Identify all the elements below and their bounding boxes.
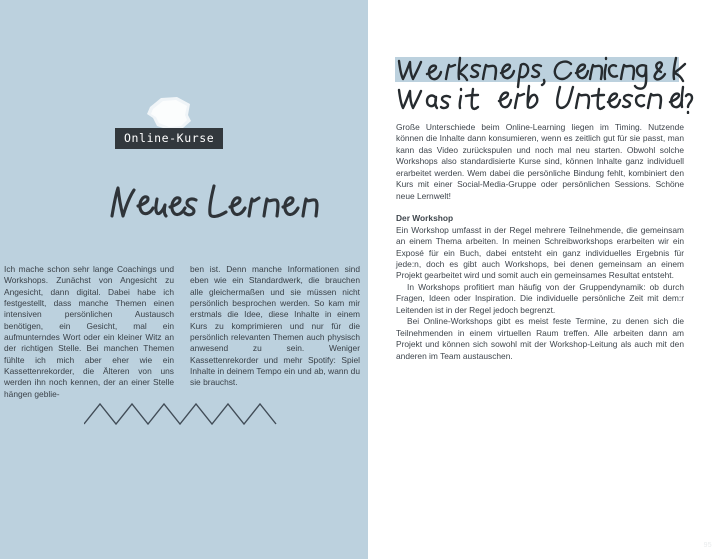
left-column-2 [190, 264, 360, 400]
left-paragraph-1: Ich mache schon sehr lange Coachings und Workshops. Zunächst von Angesicht zu Angesicht, dann digital. Dabei habe ich festgestellt, dass manche Themen einen intensiven persönlichen Austausch benötigen, ein Gesicht, mal ein aufmunterndes Wort oder ein kleiner Witz an der richtigen Stelle. Bei manchen Themen fühlte ich mich aber eher wie ein Kassettenrekorder, die Älteren von uns werden ihn noch kennen, der an einer Stelle hängen geblie- [4, 264, 174, 399]
subheading-der-workshop: Der Workshop [396, 213, 454, 224]
page-number: 95 [703, 542, 712, 549]
right-body-text [396, 122, 684, 362]
right-page-title-script [394, 52, 694, 114]
right-paragraph-3: Bei Online-Workshops gibt es meist feste Termine, zu denen sich die Teilnehmenden in einem virtuellen Raum treffen. Alle arbeiten dann am Projekt und können sich sowohl mit der Workshop-Leitung als auch mit den anderen im Team austauschen. [396, 316, 684, 361]
left-column-1 [4, 264, 174, 400]
right-paragraph-1: Ein Workshop umfasst in der Regel mehrere Teilnehmende, die gemeinsam an einem Thema arbeiten. In meinen Schreibworkshops erarbeiten wir ein Exposé für ein Buch, dabei entsteht ein ganz individuelles Ergebnis für jede:n, doch es gibt auch Workshops, bei denen gemeinsam an einem Projekt gearbeitet wird und somit auch ein gemeinsames Resultat entsteht. [396, 224, 684, 281]
headline-script-neues-lernen [108, 176, 358, 228]
paragraph-gap [396, 202, 684, 213]
torn-paper-scrap-icon [147, 97, 193, 131]
right-page [368, 0, 720, 559]
right-intro-paragraph: Große Unterschiede beim Online-Learning liegen im Timing. Nutzende können die Inhalte dann konsumieren, wenn es zeitlich gut für sie passt, man kann das Video zurückspulen und noch mal neu starten. Obwohl solche Workshops also standardisierte Kurse sind, können Inhalte ganz individuell erarbeitet werden. Wem dabei die persönliche Bindung fehlt, kombiniert den Kurs mit einer Social-Media-Gruppe oder persönlichen Sessions. Schöne neue Lernwelt! [396, 122, 684, 201]
right-paragraph-2: In Workshops profitiert man häufig von der Gruppendynamik: ob durch Fragen, Ideen oder Inspiration. Die individuelle persönliche Zeit mit dem:r Leitenden ist in der Regel jedoch begrenzt. [396, 281, 684, 315]
left-body-columns [4, 264, 360, 400]
zigzag-ornament-icon [84, 398, 280, 432]
left-paragraph-2: ben ist. Denn manche Informationen sind eben wie ein Standardwerk, die brauchen alle gleichermaßen und sie müssen nicht persönlich besprochen werden. So kam mir erstmals die Idee, diese Inhalte in einem Kurs zu komprimieren und nur für die persönlich relevanten Themen auch physisch anwesend zu sein. Weniger Kassettenrekorder und mehr Spotify: Spiel Inhalte in deinem Tempo ein und ab, wann du sie brauchst. [190, 264, 360, 388]
kicker-badge: Online-Kurse [115, 128, 223, 149]
